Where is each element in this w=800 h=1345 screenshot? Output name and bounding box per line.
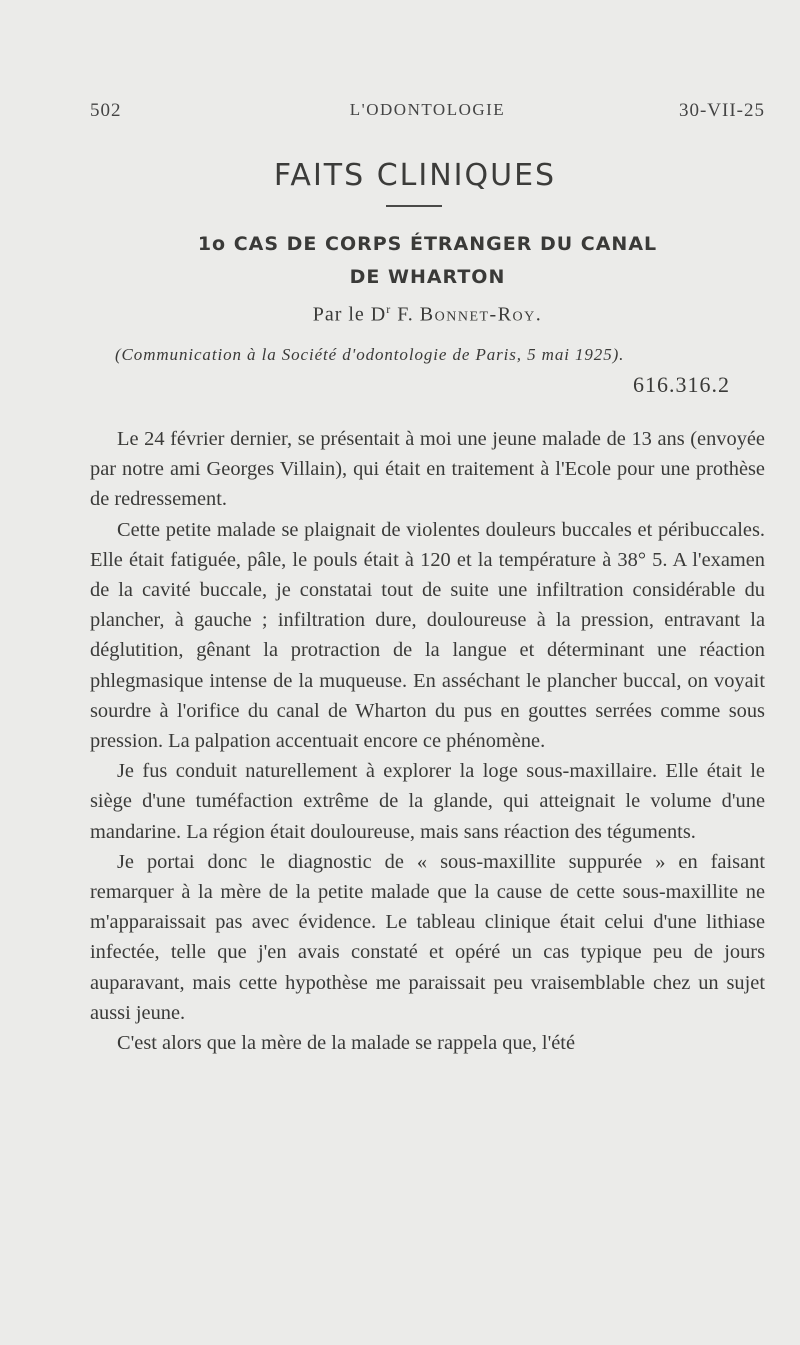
article-body [90,424,765,1058]
classification-number: 616.316.2 [633,372,730,397]
byline-initial: F. [391,303,420,326]
byline-sup: r [386,302,392,316]
article-title-line-2: DE WHARTON [349,266,506,288]
paragraph-5: C'est alors que la mère de la malade se rappela que, l'été [117,1032,576,1055]
paragraph-1: Le 24 février dernier, se présentait à moi une jeune malade de 13 ans (envoyée par notre ami Georges Villain), qui était en traitement à l'Ecole pour une prothèse de redressement. [90,428,765,511]
running-header [90,100,765,124]
communication-note: (Communication à la Société d'odontologie de Paris, 5 mai 1925). [115,345,625,364]
byline-prefix: Par le D [312,303,387,326]
title-rule [386,205,442,207]
byline [90,302,765,327]
article-title-line-1: 1o CAS DE CORPS ÉTRANGER DU CANAL [197,233,658,255]
journal-name: L'ODONTOLOGIE [349,100,506,119]
issue-date: 30-VII-25 [678,100,765,121]
page-number: 502 [90,100,122,121]
author-name: Bonnet-Roy. [419,303,543,326]
article-title [90,228,765,294]
paragraph-3: Je fus conduit naturellement à explorer la loge sous-maxillaire. Elle était le siège d'une tuméfaction extrême de la glande, qui atteignait le volume d'une mandarine. La région était douloureuse, mais sans réaction des téguments. [90,760,765,843]
paragraph-4: Je portai donc le diagnostic de « sous-maxillite suppurée » en faisant remarquer à la mère de la petite malade que la cause de cette sous-maxillite ne m'apparaissait pas avec évidence. Le tableau clinique était celui d'une lithiase infectée, telle que j'en avais constaté et opéré un cas typique peu de jours auparavant, mais cette hypothèse me paraissait peu vraisemblable chez un sujet aussi jeune. [90,850,765,1024]
section-title: FAITS CLINIQUES [273,158,557,193]
paragraph-2: Cette petite malade se plaignait de violentes douleurs buccales et péribuccales. Elle était fatiguée, pâle, le pouls était à 120 et la température à 38° 5. A l'examen de la cavité buccale, je constatai tout de suite une infiltration considérable du plancher, à gauche ; infiltration dure, douloureuse à la pression, entravant la déglutition, gênant la protraction de la langue et déterminant une réaction phlegmasique intense de la muqueuse. En asséchant le plancher buccal, on voyait sourdre à l'orifice du canal de Wharton du pus en gouttes serrées comme sous pression. La palpation accentuait encore ce phénomène. [90,518,765,753]
